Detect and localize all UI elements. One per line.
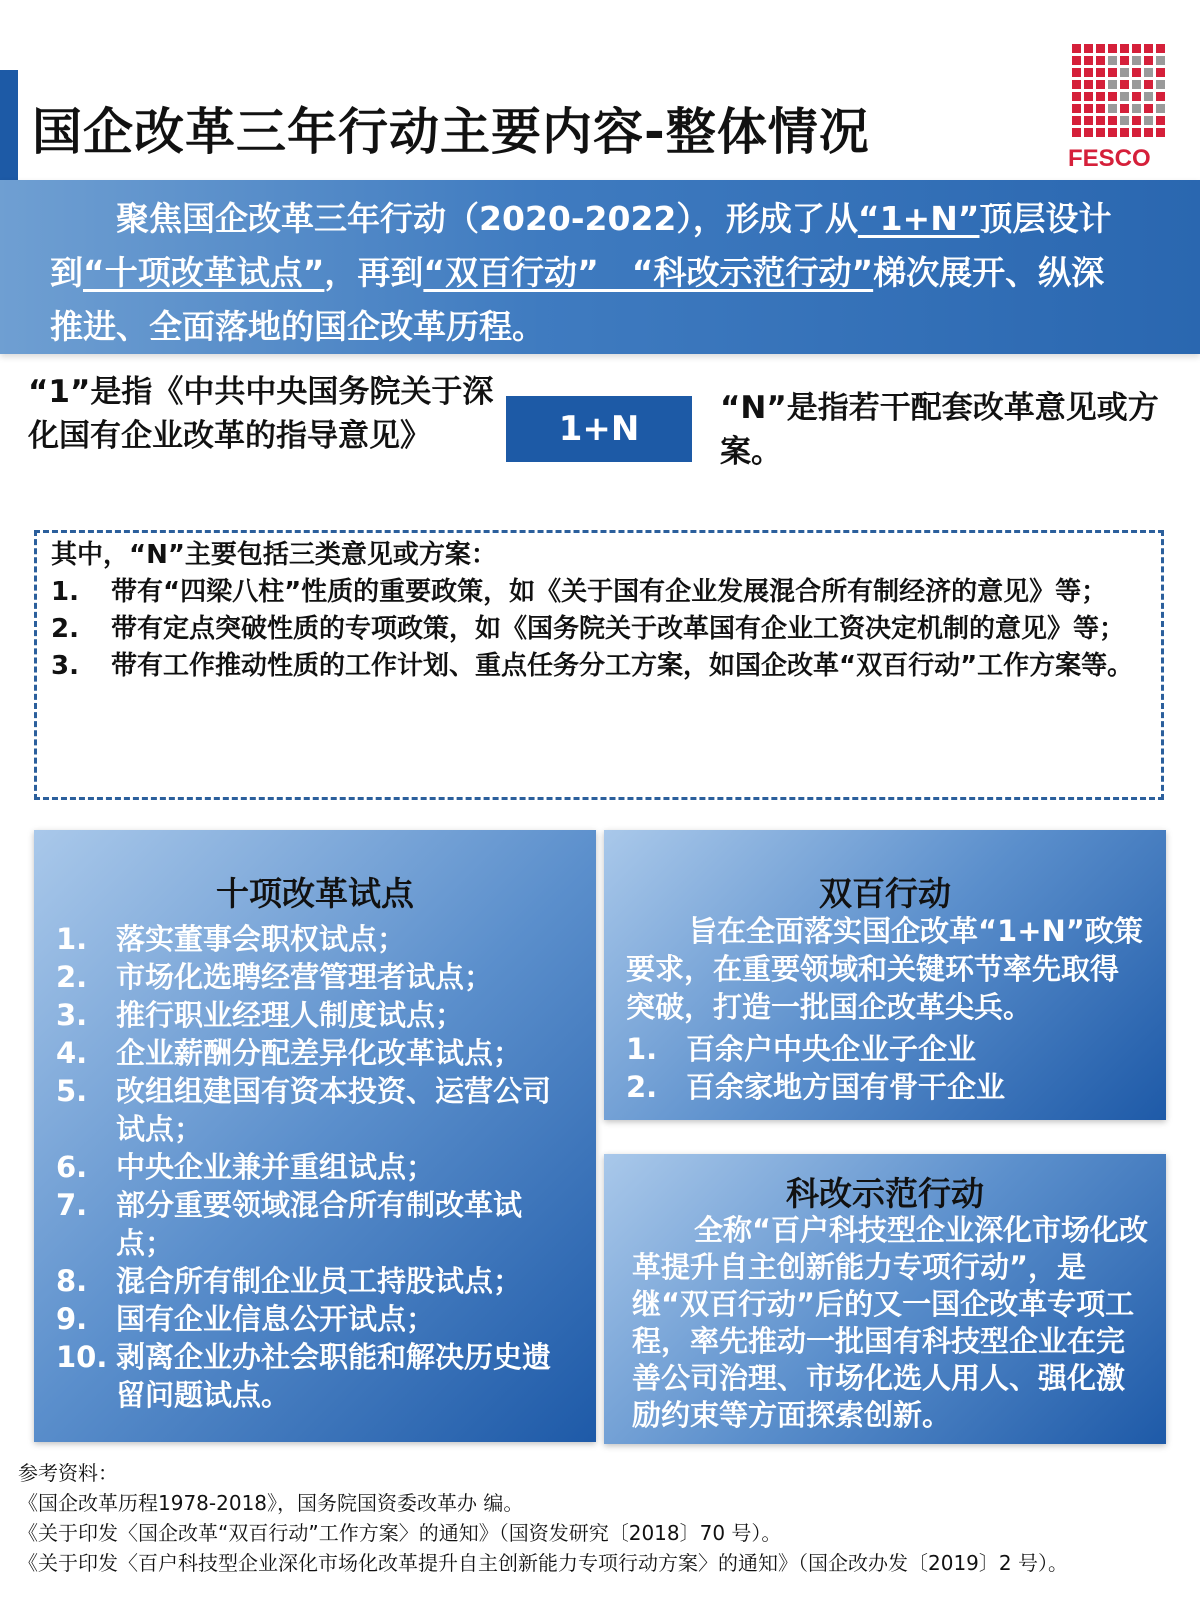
- logo-dot: [1156, 116, 1165, 125]
- logo-dot: [1132, 128, 1141, 137]
- logo-dot: [1072, 92, 1081, 101]
- logo-dot: [1132, 92, 1141, 101]
- item-text: 带有定点突破性质的专项政策，如《国务院关于改革国有企业工资决定机制的意见》等；: [111, 614, 1126, 644]
- logo-dot-grid: [1072, 44, 1172, 137]
- logo-dot: [1156, 68, 1165, 77]
- item-text: 国有企业信息公开试点；: [116, 1302, 436, 1336]
- list-item: [626, 1068, 1146, 1106]
- summary-banner: [0, 180, 1200, 354]
- banner-part-3: ，再到: [324, 253, 424, 292]
- logo-dot: [1144, 56, 1153, 65]
- list-item: [56, 996, 576, 1034]
- logo-dot: [1072, 128, 1081, 137]
- reference-item: 《关于印发〈国企改革“双百行动”工作方案〉的通知》（国资发研究〔2018〕70 号）。: [18, 1521, 782, 1545]
- double-hundred-description: 旨在全面落实国企改革“1+N”政策要求，在重要领域和关键环节率先取得突破，打造一批国企改革尖兵。: [626, 914, 1143, 1024]
- logo-dot: [1120, 104, 1129, 113]
- logo-dot: [1156, 92, 1165, 101]
- item-number: 8.: [56, 1264, 88, 1298]
- banner-text: [50, 192, 1130, 354]
- list-item: [56, 1262, 576, 1300]
- banner-highlight-actions: “双百行动” “科改示范行动”: [423, 253, 874, 292]
- list-item: [56, 1186, 576, 1262]
- item-text: 带有工作推动性质的工作计划、重点任务分工方案，如国企改革“双百行动”工作方案等。: [111, 651, 1134, 681]
- logo-dot: [1096, 80, 1105, 89]
- item-text: 改组组建国有资本投资、运营公司试点；: [116, 1074, 552, 1146]
- sci-reform-title: 科改示范行动: [786, 1174, 984, 1213]
- logo-dot: [1144, 92, 1153, 101]
- item-text: 中央企业兼并重组试点；: [116, 1150, 436, 1184]
- logo-dot: [1096, 68, 1105, 77]
- n-definition: “N”是指若干配套改革意见或方案。: [720, 390, 1159, 470]
- logo-dot: [1108, 128, 1117, 137]
- logo-dot: [1072, 68, 1081, 77]
- item-text: 百余家地方国有骨干企业: [686, 1070, 1006, 1104]
- logo-dot: [1096, 56, 1105, 65]
- double-hundred-title: 双百行动: [819, 874, 951, 913]
- item-number: 10.: [56, 1340, 108, 1374]
- reference-item: 《国企改革历程1978-2018》，国务院国资委改革办 编。: [18, 1491, 524, 1515]
- logo-dot: [1108, 56, 1117, 65]
- ten-pilots-list: [56, 920, 576, 1414]
- logo-dot: [1108, 44, 1117, 53]
- item-number: 7.: [56, 1188, 88, 1222]
- one-definition: “1”是指《中共中央国务院关于深化国有企业改革的指导意见》: [28, 374, 494, 454]
- item-text: 推行职业经理人制度试点；: [116, 998, 465, 1032]
- logo-dot: [1084, 56, 1093, 65]
- double-hundred-list: [626, 1030, 1146, 1106]
- logo-dot: [1156, 128, 1165, 137]
- banner-part-2: 顶层设计到: [50, 199, 1112, 292]
- item-number: 5.: [56, 1074, 88, 1108]
- logo-dot: [1120, 80, 1129, 89]
- logo-dot: [1144, 128, 1153, 137]
- title-accent-bar: [0, 70, 18, 182]
- logo-dot: [1084, 104, 1093, 113]
- item-number: 3.: [56, 998, 88, 1032]
- sci-reform-panel: [604, 1154, 1166, 1444]
- logo-dot: [1084, 116, 1093, 125]
- logo-dot: [1120, 128, 1129, 137]
- item-text: 部分重要领域混合所有制改革试点；: [116, 1188, 523, 1260]
- logo-dot: [1156, 44, 1165, 53]
- item-text: 百余户中央企业子企业: [686, 1032, 977, 1066]
- list-item: [56, 1338, 576, 1414]
- list-item: [626, 1030, 1146, 1068]
- list-item: [51, 648, 1149, 685]
- item-number: 1.: [51, 577, 79, 607]
- fesco-logo: [1068, 44, 1172, 170]
- logo-dot: [1156, 56, 1165, 65]
- item-number: 6.: [56, 1150, 88, 1184]
- logo-dot: [1108, 116, 1117, 125]
- list-item: [56, 1148, 576, 1186]
- logo-dot: [1156, 104, 1165, 113]
- list-item: [56, 920, 576, 958]
- logo-dot: [1096, 92, 1105, 101]
- logo-dot: [1144, 44, 1153, 53]
- logo-dot: [1084, 44, 1093, 53]
- logo-dot: [1120, 56, 1129, 65]
- logo-dot: [1108, 68, 1117, 77]
- logo-dot: [1132, 56, 1141, 65]
- logo-dot: [1144, 104, 1153, 113]
- n-categories-box: [34, 530, 1164, 800]
- logo-dot: [1096, 44, 1105, 53]
- list-item: [56, 1300, 576, 1338]
- logo-dot: [1096, 116, 1105, 125]
- sci-reform-description: 全称“百户科技型企业深化市场化改革提升自主创新能力专项行动”，是继“双百行动”后的又一国企改革专项工程，率先推动一批国有科技型企业在完善公司治理、市场化选人用人、强化激励约束等方面探索创新。: [632, 1213, 1149, 1432]
- logo-dot: [1072, 116, 1081, 125]
- double-hundred-panel: [604, 830, 1166, 1120]
- logo-dot: [1144, 68, 1153, 77]
- ten-pilots-title: 十项改革试点: [216, 874, 414, 913]
- reference-item: 《关于印发〈百户科技型企业深化市场化改革提升自主创新能力专项行动方案〉的通知》（国企改办发〔2019〕2 号）。: [18, 1551, 1068, 1575]
- logo-dot: [1072, 56, 1081, 65]
- logo-dot: [1072, 44, 1081, 53]
- logo-dot: [1120, 44, 1129, 53]
- logo-dot: [1096, 128, 1105, 137]
- list-item: [56, 1072, 576, 1148]
- list-item: [56, 958, 576, 996]
- item-text: 剥离企业办社会职能和解决历史遗留问题试点。: [116, 1340, 552, 1412]
- references-heading: 参考资料：: [18, 1461, 118, 1485]
- references: [18, 1458, 1198, 1578]
- logo-dot: [1132, 68, 1141, 77]
- banner-highlight-1-plus-n: “1+N”: [857, 199, 980, 238]
- ten-pilots-panel: [34, 830, 596, 1442]
- item-number: 1.: [56, 922, 88, 956]
- logo-dot: [1132, 80, 1141, 89]
- item-number: 2.: [626, 1070, 658, 1104]
- page-title: 国企改革三年行动主要内容-整体情况: [32, 103, 870, 161]
- logo-dot: [1132, 116, 1141, 125]
- logo-dot: [1084, 80, 1093, 89]
- logo-text: FESCO: [1068, 145, 1151, 172]
- banner-part-4: 梯次展开、纵深推进、全面落地的国企改革历程。: [50, 253, 1105, 346]
- list-item: [51, 574, 1149, 611]
- logo-dot: [1120, 116, 1129, 125]
- item-text: 企业薪酬分配差异化改革试点；: [116, 1036, 523, 1070]
- logo-dot: [1084, 92, 1093, 101]
- item-number: 4.: [56, 1036, 88, 1070]
- item-text: 落实董事会职权试点；: [116, 922, 407, 956]
- banner-highlight-ten-pilots: “十项改革试点”: [83, 253, 325, 292]
- logo-dot: [1120, 92, 1129, 101]
- logo-dot: [1096, 104, 1105, 113]
- logo-dot: [1084, 128, 1093, 137]
- item-number: 2.: [56, 960, 88, 994]
- logo-dot: [1156, 80, 1165, 89]
- item-number: 3.: [51, 651, 79, 681]
- item-number: 9.: [56, 1302, 88, 1336]
- logo-dot: [1144, 80, 1153, 89]
- logo-dot: [1108, 80, 1117, 89]
- logo-dot: [1132, 104, 1141, 113]
- item-text: 市场化选聘经营管理者试点；: [116, 960, 494, 994]
- logo-dot: [1084, 68, 1093, 77]
- logo-dot: [1072, 80, 1081, 89]
- item-number: 1.: [626, 1032, 658, 1066]
- list-item: [51, 611, 1149, 648]
- item-text: 混合所有制企业员工持股试点；: [116, 1264, 523, 1298]
- item-text: 带有“四梁八柱”性质的重要政策，如《关于国有企业发展混合所有制经济的意见》等；: [111, 577, 1108, 607]
- logo-dot: [1108, 92, 1117, 101]
- one-plus-n-label: 1+N: [506, 396, 692, 462]
- list-item: [56, 1034, 576, 1072]
- banner-part-1: 聚焦国企改革三年行动（2020-2022），形成了从: [116, 199, 858, 238]
- item-number: 2.: [51, 614, 79, 644]
- logo-dot: [1108, 104, 1117, 113]
- logo-dot: [1120, 68, 1129, 77]
- logo-dot: [1072, 104, 1081, 113]
- logo-dot: [1132, 44, 1141, 53]
- n-categories-heading: 其中，“N”主要包括三类意见或方案：: [51, 540, 497, 570]
- logo-dot: [1144, 116, 1153, 125]
